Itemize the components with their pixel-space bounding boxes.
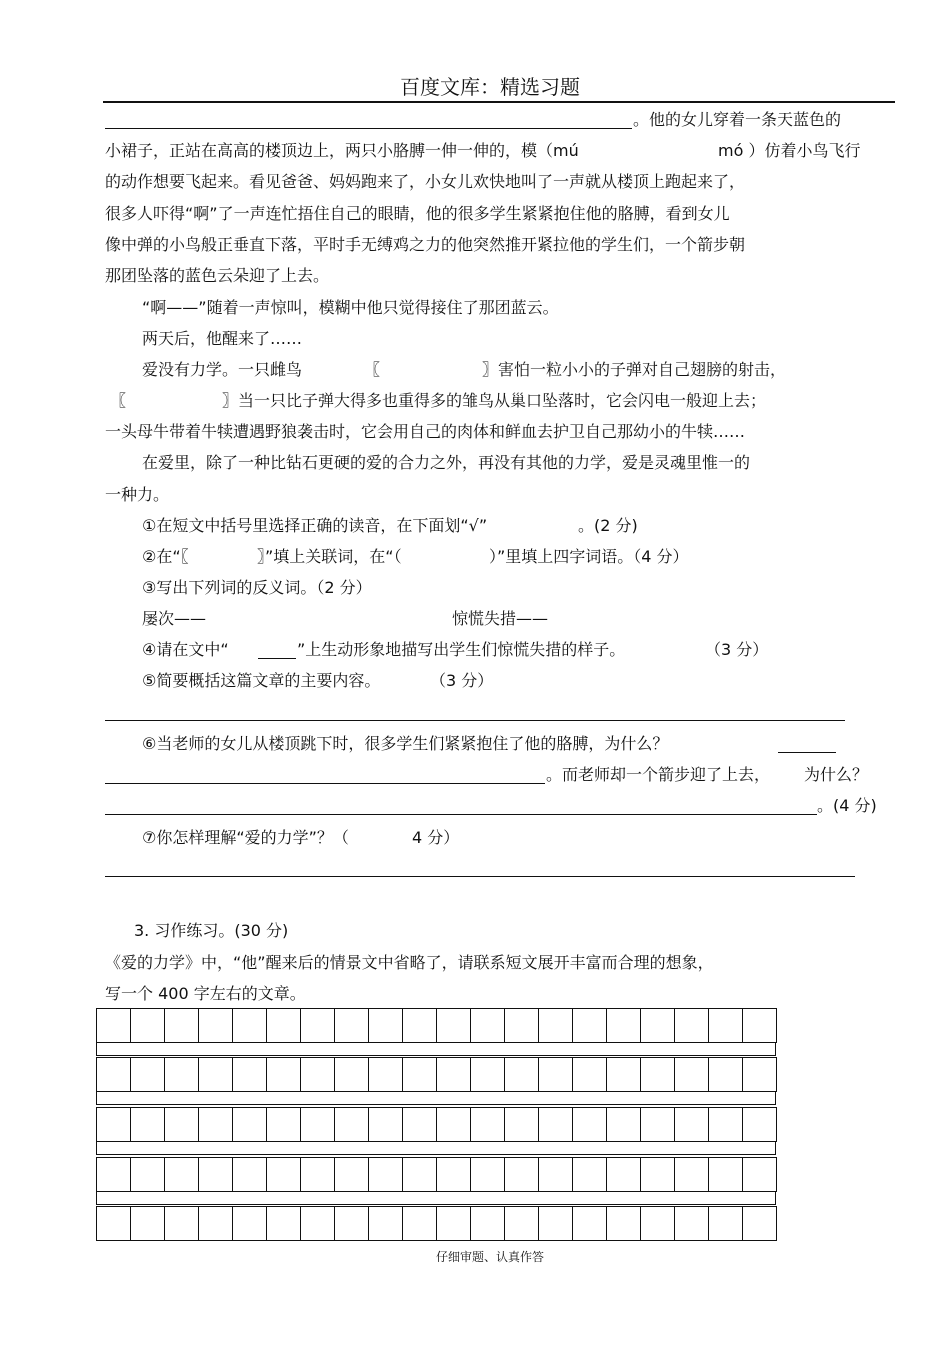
question-2: ②在“〖: [142, 547, 189, 566]
grid-cell: [674, 1057, 708, 1092]
passage-line: 。他的女儿穿着一条天蓝色的: [633, 110, 842, 129]
grid-row: [96, 1157, 777, 1191]
grid-cell: [266, 1107, 300, 1142]
grid-cell: [198, 1008, 232, 1043]
grid-cell: [436, 1057, 470, 1092]
grid-cell: [436, 1157, 470, 1192]
grid-cell: [164, 1107, 198, 1142]
grid-cell: [130, 1057, 164, 1092]
grid-cell: [640, 1157, 674, 1192]
grid-cell: [742, 1008, 777, 1043]
grid-cell: [96, 1206, 130, 1241]
grid-cell: [606, 1107, 640, 1142]
passage-line: 很多人吓得“啊”了一声连忙捂住自己的眼睛，他的很多学生紧紧抱住他的胳膊，看到女儿: [105, 204, 730, 223]
grid-spacer: [96, 1141, 776, 1155]
passage-line: 爱没有力学。一只雌鸟: [142, 360, 303, 379]
grid-cell: [572, 1008, 606, 1043]
grid-cell: [402, 1157, 436, 1192]
grid-row: [96, 1057, 777, 1091]
grid-cell: [538, 1206, 572, 1241]
grid-cell: [300, 1206, 334, 1241]
passage-line: 一种力。: [105, 485, 170, 504]
question-6: 为什么？: [804, 765, 869, 784]
passage-line: 两天后，他醒来了……: [142, 329, 303, 348]
grid-cell: [300, 1107, 334, 1142]
grid-cell: [266, 1057, 300, 1092]
grid-cell: [538, 1008, 572, 1043]
grid-cell: [504, 1157, 538, 1192]
question-7-score: 4 分）: [412, 828, 460, 847]
grid-cell: [232, 1157, 266, 1192]
grid-cell: [640, 1206, 674, 1241]
grid-cell: [674, 1008, 708, 1043]
grid-cell: [504, 1107, 538, 1142]
grid-cell: [198, 1157, 232, 1192]
passage-line: 一头母牛带着牛犊遭遇野狼袭击时，它会用自己的肉体和鲜血去护卫自己那幼小的牛犊……: [105, 422, 746, 441]
grid-cell: [368, 1206, 402, 1241]
grid-cell: [708, 1157, 742, 1192]
question-6: ⑥当老师的女儿从楼顶跳下时，很多学生们紧紧抱住了他的胳膊，为什么？: [142, 734, 669, 753]
question-4: ④请在文中“: [142, 640, 229, 659]
grid-cell: [504, 1206, 538, 1241]
grid-cell: [504, 1008, 538, 1043]
grid-spacer: [96, 1042, 776, 1056]
grid-cell: [334, 1206, 368, 1241]
grid-row: [96, 1206, 777, 1240]
grid-spacer: [96, 1091, 776, 1105]
passage-line: 〖: [364, 360, 381, 379]
essay-heading: 3. 习作练习。(30 分): [134, 921, 289, 940]
grid-cell: [538, 1107, 572, 1142]
grid-cell: [96, 1057, 130, 1092]
passage-line: 〗害怕一粒小小的子弹对自己翅膀的射击，: [482, 360, 787, 379]
blank-line: [258, 658, 296, 659]
grid-cell: [742, 1206, 777, 1241]
grid-cell: [708, 1206, 742, 1241]
grid-cell: [266, 1206, 300, 1241]
grid-cell: [96, 1008, 130, 1043]
grid-cell: [334, 1107, 368, 1142]
passage-line: 〗当一只比子弹大得多也重得多的雏鸟从巢口坠落时，它会闪电一般迎上去；: [222, 391, 767, 410]
grid-cell: [232, 1107, 266, 1142]
grid-cell: [606, 1157, 640, 1192]
grid-cell: [742, 1057, 777, 1092]
passage-line: 〖: [110, 391, 127, 410]
essay-prompt: 《爱的力学》中，“他”醒来后的情景文中省略了，请联系短文展开丰富而合理的想象，: [105, 953, 714, 972]
grid-cell: [470, 1206, 504, 1241]
grid-cell: [402, 1107, 436, 1142]
question-2: 〗”填上关联词，在“（: [257, 547, 402, 566]
grid-cell: [368, 1008, 402, 1043]
blank-line: [105, 128, 632, 129]
grid-cell: [708, 1107, 742, 1142]
grid-cell: [742, 1157, 777, 1192]
grid-cell: [164, 1206, 198, 1241]
answer-line: [105, 876, 855, 877]
grid-cell: [334, 1157, 368, 1192]
grid-cell: [334, 1057, 368, 1092]
grid-cell: [742, 1107, 777, 1142]
question-2: ）”里填上四字词语。（4 分）: [489, 547, 689, 566]
passage-line: 的动作想要飞起来。看见爸爸、妈妈跑来了，小女儿欢快地叫了一声就从楼顶上跑起来了，: [105, 172, 746, 191]
grid-cell: [198, 1057, 232, 1092]
grid-cell: [606, 1206, 640, 1241]
grid-cell: [232, 1206, 266, 1241]
grid-cell: [640, 1107, 674, 1142]
grid-cell: [164, 1057, 198, 1092]
header-rule: [103, 101, 895, 103]
grid-cell: [266, 1157, 300, 1192]
grid-cell: [640, 1008, 674, 1043]
question-1-score: 。(2 分): [578, 516, 638, 535]
grid-cell: [130, 1157, 164, 1192]
grid-cell: [96, 1107, 130, 1142]
passage-line: “啊——”随着一声惊叫，模糊中他只觉得接住了那团蓝云。: [142, 298, 559, 317]
grid-cell: [436, 1206, 470, 1241]
question-7: ⑦你怎样理解“爱的力学”？（: [142, 828, 349, 847]
grid-cell: [334, 1008, 368, 1043]
grid-cell: [436, 1107, 470, 1142]
grid-cell: [130, 1107, 164, 1142]
grid-cell: [538, 1057, 572, 1092]
question-4-score: （3 分）: [705, 640, 769, 659]
grid-cell: [606, 1008, 640, 1043]
grid-cell: [402, 1008, 436, 1043]
grid-cell: [368, 1107, 402, 1142]
grid-cell: [470, 1008, 504, 1043]
grid-cell: [674, 1157, 708, 1192]
grid-cell: [300, 1008, 334, 1043]
footer-text: 仔细审题、认真作答: [435, 1250, 544, 1264]
grid-cell: [436, 1008, 470, 1043]
passage-line: mó ）仿着小鸟飞行: [718, 141, 861, 160]
grid-cell: [300, 1157, 334, 1192]
grid-cell: [606, 1057, 640, 1092]
grid-cell: [674, 1206, 708, 1241]
answer-line: [105, 720, 845, 721]
grid-cell: [674, 1107, 708, 1142]
grid-cell: [232, 1057, 266, 1092]
grid-cell: [198, 1206, 232, 1241]
grid-cell: [130, 1008, 164, 1043]
answer-line: [105, 783, 545, 784]
passage-line: 小裙子，正站在高高的楼顶边上，两只小胳膊一伸一伸的，模（mú: [105, 141, 579, 160]
grid-cell: [708, 1057, 742, 1092]
grid-cell: [572, 1206, 606, 1241]
grid-cell: [130, 1206, 164, 1241]
grid-row: [96, 1008, 777, 1042]
grid-cell: [266, 1008, 300, 1043]
grid-cell: [470, 1157, 504, 1192]
question-5: ⑤简要概括这篇文章的主要内容。: [142, 671, 381, 690]
question-3: ③写出下列词的反义词。（2 分）: [142, 578, 372, 597]
passage-line: 在爱里，除了一种比钻石更硬的爱的合力之外，再没有其他的力学，爱是灵魂里惟一的: [142, 453, 751, 472]
essay-prompt: 写一个 400 字左右的文章。: [105, 984, 306, 1003]
antonym-item: 惊慌失措——: [452, 609, 549, 628]
grid-cell: [572, 1107, 606, 1142]
grid-cell: [198, 1107, 232, 1142]
question-6-score: 。(4 分): [817, 796, 877, 815]
grid-cell: [96, 1157, 130, 1192]
passage-line: 那团坠落的蓝色云朵迎了上去。: [105, 266, 330, 285]
answer-line: [105, 814, 817, 815]
grid-cell: [164, 1008, 198, 1043]
grid-cell: [232, 1008, 266, 1043]
passage-line: 像中弹的小鸟般正垂直下落，平时手无缚鸡之力的他突然推开紧拉他的学生们，一个箭步朝: [105, 235, 746, 254]
grid-cell: [572, 1057, 606, 1092]
grid-cell: [708, 1008, 742, 1043]
grid-cell: [300, 1057, 334, 1092]
grid-cell: [538, 1157, 572, 1192]
grid-cell: [368, 1057, 402, 1092]
antonym-item: 屡次——: [142, 609, 207, 628]
question-1: ①在短文中括号里选择正确的读音，在下面划“√”: [142, 516, 488, 535]
question-6: 。而老师却一个箭步迎了上去，: [546, 765, 771, 784]
grid-cell: [402, 1057, 436, 1092]
grid-row: [96, 1107, 777, 1141]
grid-cell: [640, 1057, 674, 1092]
grid-cell: [470, 1057, 504, 1092]
grid-cell: [470, 1107, 504, 1142]
question-5-score: （3 分）: [430, 671, 494, 690]
grid-cell: [504, 1057, 538, 1092]
question-4: ”上生动形象地描写出学生们惊慌失措的样子。: [297, 640, 626, 659]
grid-cell: [402, 1206, 436, 1241]
grid-cell: [368, 1157, 402, 1192]
grid-cell: [164, 1157, 198, 1192]
grid-spacer: [96, 1191, 776, 1205]
grid-cell: [572, 1157, 606, 1192]
answer-line: [778, 752, 836, 753]
page-title: 百度文库：精选习题: [400, 75, 580, 99]
